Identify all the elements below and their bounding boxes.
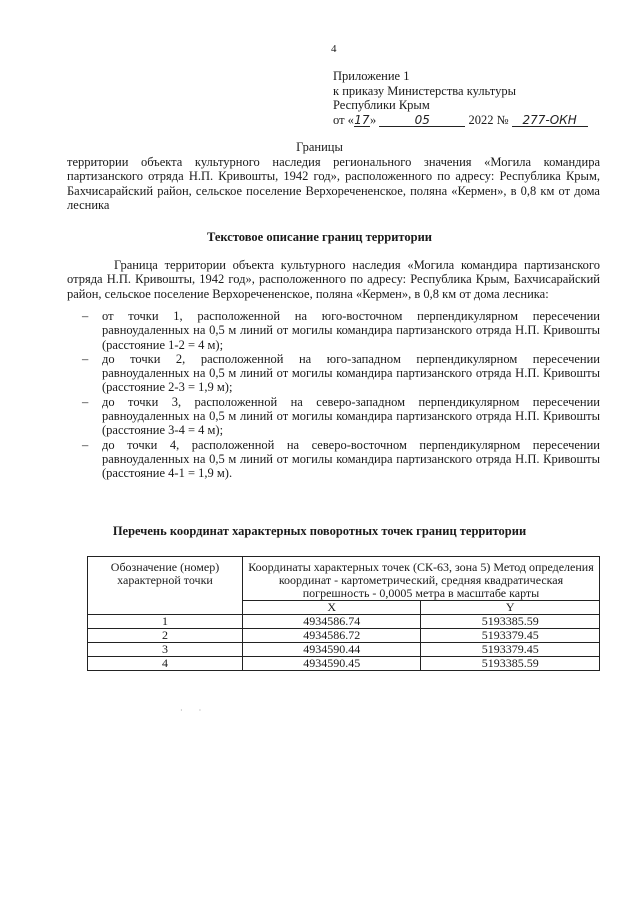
point-text: от точки 1, расположенной на юго-восточном перпендикулярном пересечении равноудаленных на 0,5 м линий от могилы командира партизанского отряда Н.П. Кривошты (расстояние 1-2 = 4 м); [102,309,600,352]
scan-smudge: · · [180,706,202,715]
bullet-dash: – [82,309,89,323]
point-number: 4 [88,657,243,671]
section2-heading: Перечень координат характерных поворотных точек границ территории [112,524,527,538]
title-body: территории объекта культурного наследия регионального значения «Могила командира партизанского отряда Н.П. Кривошты, 1942 год», расположенного по адресу: Республика Крым, Бахчисарайский район, сельское поселение Верхоречененское, поляна «Кермен», в 0,8 км от дома лесника [67,155,600,212]
point-text: до точки 2, расположенной на юго-западном перпендикулярном пересечении равноудаленных на 0,5 м линий от могилы командира партизанского отряда Н.П. Кривошты (расстояние 2-3 = 1,9 м); [102,351,600,395]
title-heading: Границы [296,140,343,154]
x-value: 4934590.44 [243,643,421,657]
col-header-coords: Координаты характерных точек (СК-63, зона 5) Метод определения координат - картометрический, средняя квадратическая погрешность - 0,0005 метра в масштабе карты [243,557,600,601]
list-item [82,395,600,438]
list-item [82,352,600,395]
list-item [82,309,600,352]
page-number: 4 [331,43,337,55]
col-header-point: Обозначение (номер) характерной точки [88,557,243,615]
date-year: 2022 № [468,112,509,127]
y-value: 5193385.59 [421,657,600,671]
y-value: 5193385.59 [421,615,600,629]
appendix-line-1: Приложение 1 [333,69,410,83]
appendix-block [333,69,588,127]
col-header-x: X [243,601,421,615]
coordinates-table [87,556,600,671]
order-number: 277-ОКН [512,114,588,127]
appendix-date-line [333,113,588,128]
section1-heading: Текстовое описание границ территории [206,230,433,244]
bullet-dash: – [82,351,89,366]
points-list [82,309,600,481]
date-day: 17 [354,112,370,127]
list-item [82,438,600,481]
point-number: 3 [88,643,243,657]
y-value: 5193379.45 [421,629,600,643]
date-mid: » [369,112,377,127]
x-value: 4934586.74 [243,615,421,629]
point-number: 1 [88,615,243,629]
table-row [88,615,600,629]
col-header-y: Y [421,601,600,615]
table-row [88,643,600,657]
point-number: 2 [88,629,243,643]
table-row [88,629,600,643]
table-header-row [88,557,600,601]
point-text: до точки 3, расположенной на северо-западном перпендикулярном пересечении равноудаленных на 0,5 м линий от могилы командира партизанского отряда Н.П. Кривошты (расстояние 3-4 = 4 м); [102,394,600,438]
table-row [88,657,600,671]
date-month: 05 [379,114,465,127]
date-prefix: от « [333,112,354,127]
appendix-line-2: к приказу Министерства культуры [333,83,516,98]
point-text: до точки 4, расположенной на северо-восточном перпендикулярном пересечении равноудаленных на 0,5 м линий от могилы командира партизанского отряда Н.П. Кривошты (расстояние 4-1 = 1,9 м). [102,437,600,481]
section1-intro: Граница территории объекта культурного наследия «Могила командира партизанского отряда Н.П. Кривошты, 1942 год», расположенного по адресу: Республика Крым, Бахчисарайский район, сельское поселение Верхоречененское, поляна «Кермен», в 0,8 км от дома лесника: [67,258,600,301]
x-value: 4934586.72 [243,629,421,643]
y-value: 5193379.45 [421,643,600,657]
x-value: 4934590.45 [243,657,421,671]
bullet-dash: – [82,394,89,409]
appendix-line-3: Республики Крым [333,98,430,112]
bullet-dash: – [82,437,89,452]
